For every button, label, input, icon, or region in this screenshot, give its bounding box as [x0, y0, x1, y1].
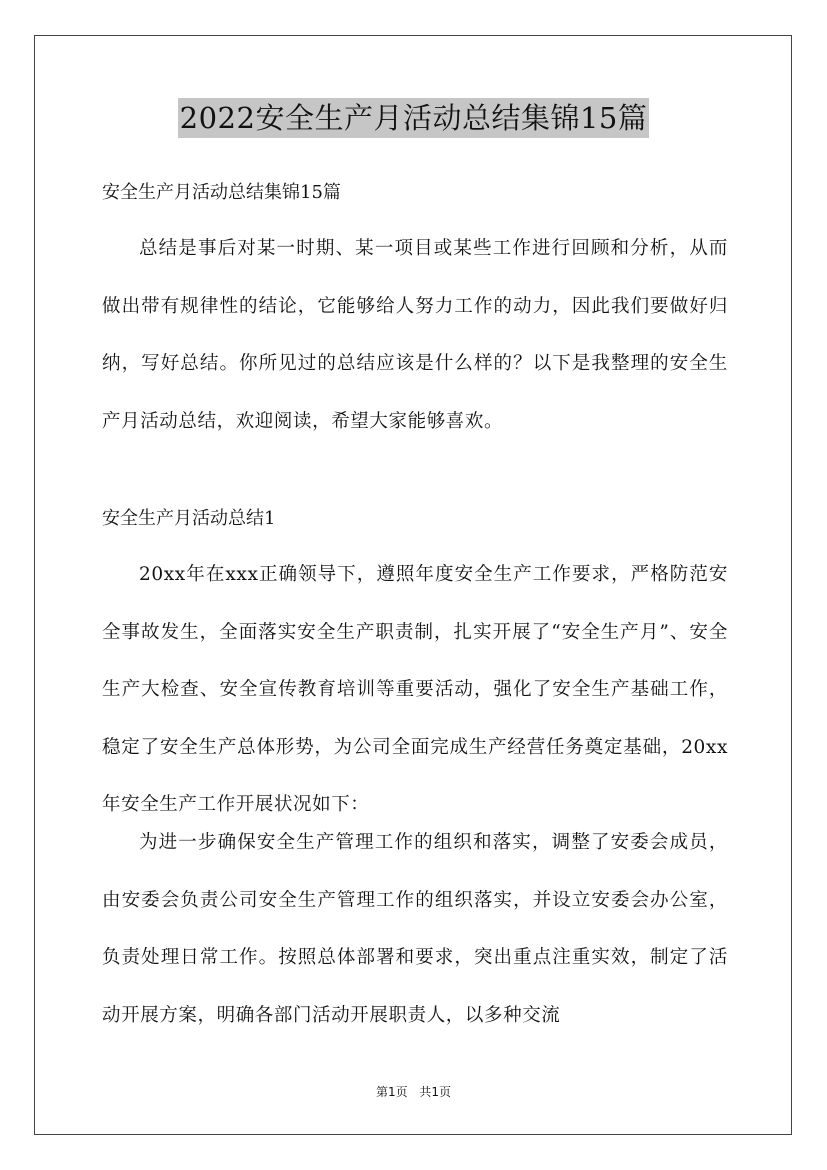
section-heading: 安全生产月活动总结1 — [102, 508, 276, 529]
page-footer — [0, 1084, 827, 1100]
intro-paragraph: 总结是事后对某一时期、某一项目或某些工作进行回顾和分析，从而做出带有规律性的结论，它能够给人努力工作的动力，因此我们要做好归纳，写好总结。你所见过的总结应该是什么样的？以下是我整理的安全生产月活动总结，欢迎阅读，希望大家能够喜欢。 — [102, 238, 728, 432]
document-title: 2022安全生产月活动总结集锦15篇 — [178, 98, 650, 138]
page-number: 第1页 — [375, 1085, 408, 1099]
body-paragraph-2: 为进一步确保安全生产管理工作的组织和落实，调整了安委会成员，由安委会负责公司安全生产管理工作的组织落实，并设立安委会办公室，负责处理日常工作。按照总体部署和要求，突出重点注重实效，制定了活动开展方案，明确各部门活动开展职责人，以多种交流 — [102, 832, 728, 1026]
body-paragraph-1: 20xx年在xxx正确领导下，遵照年度安全生产工作要求，严格防范安全事故发生，全面落实安全生产职责制，扎实开展了“安全生产月”、安全生产大检查、安全宣传教育培训等重要活动，强化了安全生产基础工作，稳定了安全生产总体形势，为公司全面完成生产经营任务奠定基础，20xx年安全生产工作开展状况如下： — [102, 564, 728, 815]
document-subtitle: 安全生产月活动总结集锦15篇 — [102, 182, 341, 203]
page-total: 共1页 — [419, 1085, 452, 1099]
title-container — [0, 98, 827, 138]
